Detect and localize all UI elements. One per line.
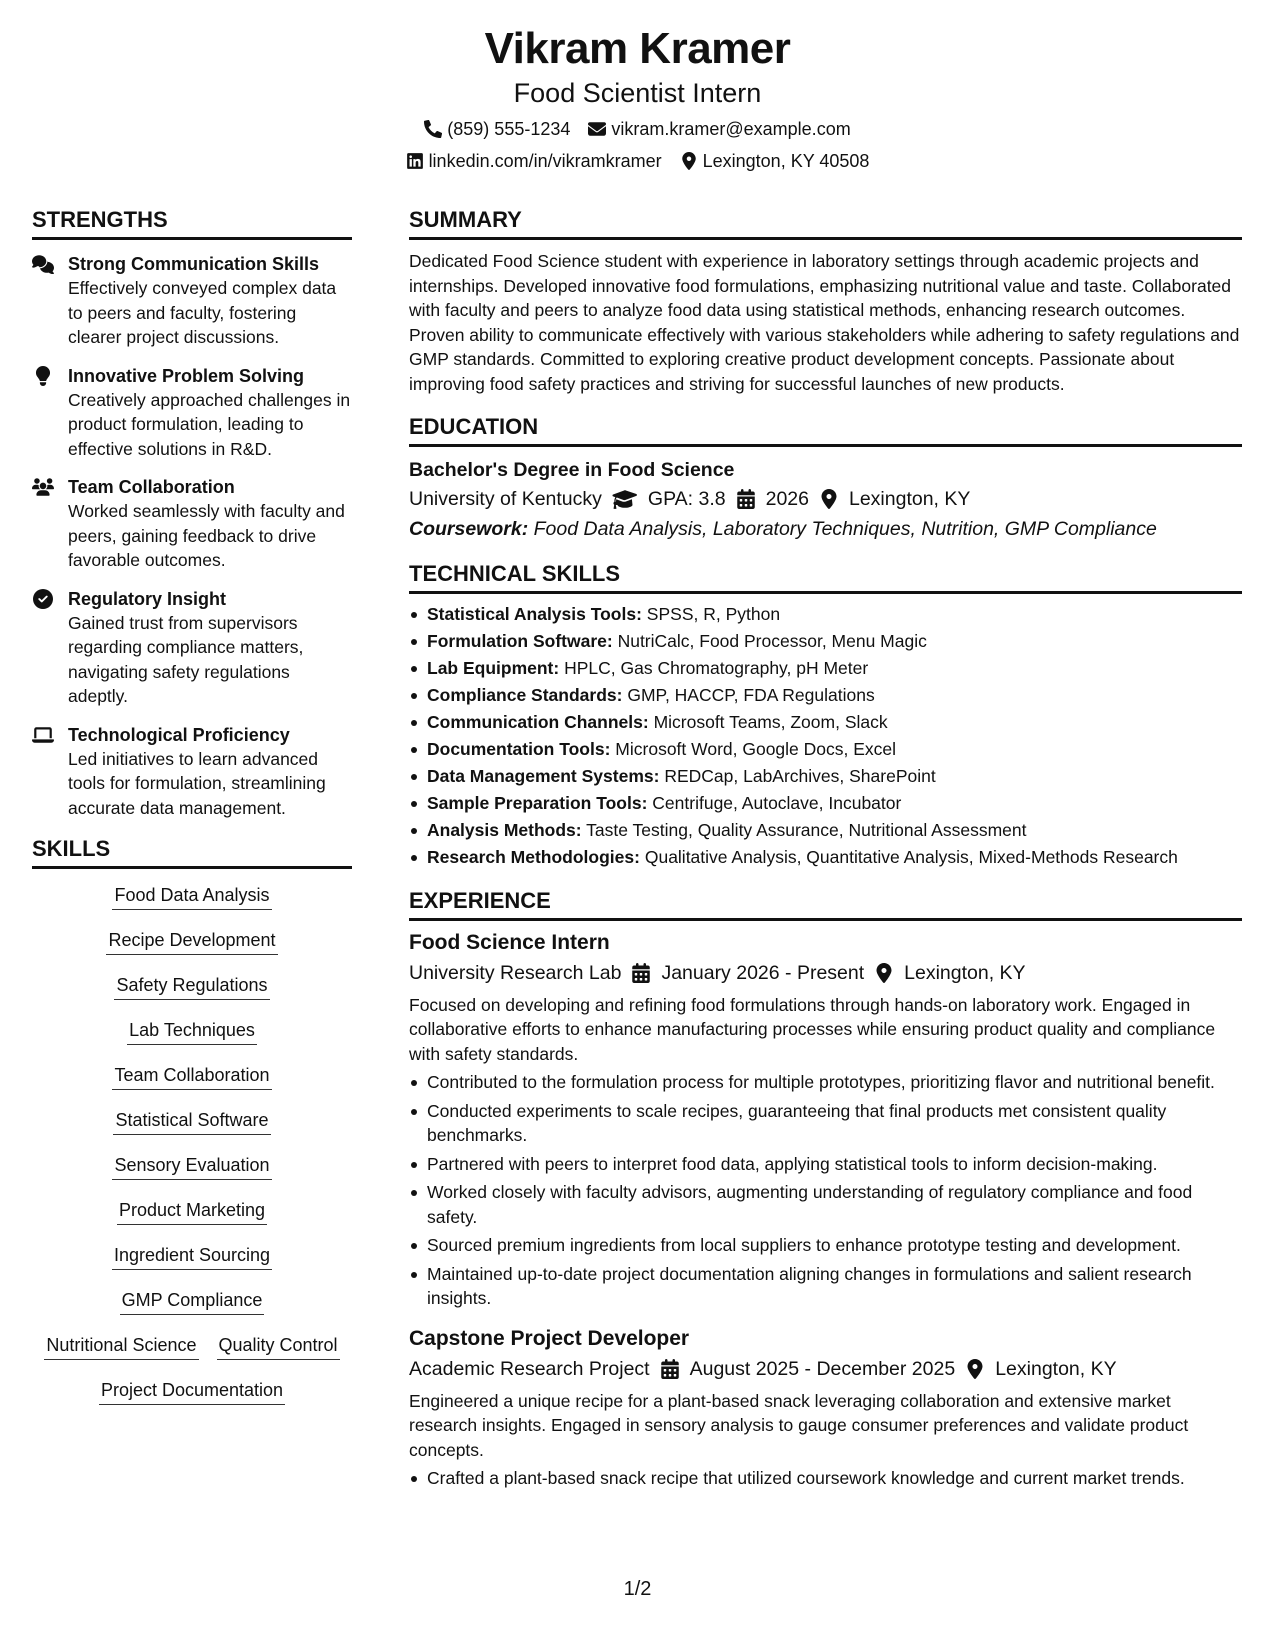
tech-skill-label: Documentation Tools:	[427, 739, 611, 759]
job-bullet: Worked closely with faculty advisors, augmenting understanding of regulatory compliance and food safety.	[409, 1180, 1242, 1229]
strengths-heading: STRENGTHS	[32, 205, 352, 240]
left-column	[32, 205, 352, 1423]
grad-year: 2026	[765, 488, 809, 510]
tech-skill-value: Microsoft Word, Google Docs, Excel	[615, 739, 897, 759]
tech-skill-label: Statistical Analysis Tools:	[427, 604, 642, 624]
strength-item	[32, 475, 352, 573]
contact-phone	[424, 116, 570, 142]
job-description: Focused on developing and refining food formulations through hands-on laboratory work. Engaged in collaborative efforts to enhance manufacturing processes while ensuring product quality and compliance with safety standards.	[409, 994, 1216, 1064]
job-org: University Research Lab	[409, 961, 622, 984]
comments-icon	[32, 252, 56, 350]
skill-tag: Team Collaboration	[112, 1063, 271, 1090]
strength-desc: Gained trust from supervisors regarding compliance matters, navigating safety regulations adeptly.	[68, 612, 304, 706]
strength-desc: Creatively approached challenges in product formulation, leading to effective solutions in R&D.	[68, 389, 351, 459]
tech-skill-item	[409, 764, 1242, 789]
skill-tag: Ingredient Sourcing	[112, 1243, 272, 1270]
job-bullet: Crafted a plant-based snack recipe that utilized coursework knowledge and current market trends.	[409, 1466, 1242, 1491]
phone-icon	[424, 120, 442, 138]
contact-row-2	[0, 148, 1275, 174]
candidate-name: Vikram Kramer	[484, 24, 791, 73]
education-heading: EDUCATION	[409, 412, 1242, 447]
job-dates: January 2026 - Present	[661, 961, 865, 984]
experience-heading: EXPERIENCE	[409, 886, 1242, 921]
tech-skill-label: Sample Preparation Tools:	[427, 793, 648, 813]
skill-tag: Project Documentation	[99, 1378, 285, 1405]
skill-tag: Sensory Evaluation	[112, 1153, 271, 1180]
summary-heading: SUMMARY	[409, 205, 1242, 240]
contact-linkedin[interactable]	[406, 148, 662, 174]
technical-skills-section	[409, 559, 1242, 870]
map-marker-icon	[819, 489, 839, 509]
gpa-text: GPA: 3.8	[647, 488, 726, 510]
tech-skill-label: Formulation Software:	[427, 631, 613, 651]
job-location: Lexington, KY	[995, 1357, 1117, 1380]
contact-email[interactable]	[588, 116, 850, 142]
graduation-cap-icon	[612, 489, 638, 509]
skill-tag: Recipe Development	[106, 928, 277, 955]
tech-skill-value: Microsoft Teams, Zoom, Slack	[653, 712, 888, 732]
skills-list	[32, 883, 352, 1423]
tech-skill-item	[409, 737, 1242, 762]
job-description: Engineered a unique recipe for a plant-based snack leveraging collaboration and extensive market research insights. Engaged in sensory analysis to gauge consumer preferences and validate product concepts.	[409, 1390, 1189, 1460]
skills-section	[32, 834, 352, 1423]
strength-desc: Led initiatives to learn advanced tools for formulation, streamlining accurate data management.	[68, 748, 326, 818]
job-bullet: Sourced premium ingredients from local suppliers to enhance prototype testing and development.	[409, 1233, 1242, 1258]
contact-location	[680, 148, 870, 174]
job-bullets	[409, 1466, 1242, 1491]
school-location: Lexington, KY	[848, 488, 971, 510]
coursework-label: Coursework:	[409, 518, 529, 540]
email-text[interactable]: vikram.kramer@example.com	[611, 119, 851, 139]
job-title: Food Science Intern	[409, 930, 610, 954]
job-bullet: Maintained up-to-date project documentation aligning changes in formulations and salient research insights.	[409, 1262, 1242, 1311]
job-location: Lexington, KY	[904, 961, 1026, 984]
job-bullet: Conducted experiments to scale recipes, guaranteeing that final products met consistent quality benchmarks.	[409, 1099, 1242, 1148]
strength-title: Team Collaboration	[68, 477, 235, 497]
map-marker-icon	[874, 963, 894, 983]
skills-heading: SKILLS	[32, 834, 352, 869]
tech-skill-value: Centrifuge, Autoclave, Incubator	[652, 793, 902, 813]
skill-tag: Food Data Analysis	[112, 883, 271, 910]
experience-entry	[409, 1325, 1242, 1491]
skill-tag: Quality Control	[217, 1333, 340, 1360]
experience-section	[409, 886, 1242, 1491]
tech-skill-label: Data Management Systems:	[427, 766, 660, 786]
tech-skill-value: NutriCalc, Food Processor, Menu Magic	[617, 631, 927, 651]
contact-row-1	[0, 116, 1275, 142]
calendar-icon	[631, 963, 651, 983]
linkedin-icon	[406, 152, 424, 170]
check-circle-icon	[32, 587, 56, 709]
resume-header	[0, 22, 1275, 174]
strength-item	[32, 364, 352, 462]
tech-skill-label: Lab Equipment:	[427, 658, 560, 678]
tech-skill-label: Analysis Methods:	[427, 820, 582, 840]
job-bullet: Partnered with peers to interpret food data, applying statistical tools to inform decision-making.	[409, 1152, 1242, 1177]
map-marker-icon	[965, 1359, 985, 1379]
school-name: University of Kentucky	[409, 488, 602, 510]
tech-skill-value: SPSS, R, Python	[646, 604, 781, 624]
job-title: Capstone Project Developer	[409, 1326, 690, 1350]
tech-skill-item	[409, 629, 1242, 654]
strength-desc: Effectively conveyed complex data to peers and faculty, fostering clearer project discussions.	[68, 278, 337, 347]
right-column	[409, 205, 1242, 1495]
tech-skill-item	[409, 791, 1242, 816]
summary-section	[409, 205, 1242, 396]
strength-desc: Worked seamlessly with faculty and peers, gaining feedback to drive favorable outcomes.	[68, 501, 345, 570]
strength-title: Regulatory Insight	[68, 588, 227, 609]
page-number: 1/2	[623, 1578, 652, 1600]
tech-skill-item	[409, 656, 1242, 681]
skill-tag: GMP Compliance	[120, 1288, 265, 1315]
skill-tag: Product Marketing	[117, 1198, 267, 1225]
calendar-icon	[660, 1359, 680, 1379]
tech-skill-value: GMP, HACCP, FDA Regulations	[627, 685, 875, 705]
calendar-icon	[736, 489, 756, 509]
job-bullet: Contributed to the formulation process for multiple prototypes, prioritizing flavor and nutritional benefit.	[409, 1070, 1242, 1095]
skill-tag: Lab Techniques	[127, 1018, 257, 1045]
linkedin-text[interactable]: linkedin.com/in/vikramkramer	[428, 151, 662, 171]
strength-title: Strong Communication Skills	[68, 254, 320, 274]
summary-text: Dedicated Food Science student with experience in laboratory settings through academic projects and internships. Developed innovative food formulations, emphasizing nutritional value and taste. Collaborated with faculty and peers to analyze food data using statistical methods, enhancing research outcomes. Proven ability to communicate effectively with various stakeholders while adhering to safety regulations and GMP standards. Committed to exploring creative product development concepts. Passionate about improving food safety practices and striving for successful launches of new products.	[409, 251, 1240, 394]
job-org: Academic Research Project	[409, 1357, 650, 1380]
tech-skill-item	[409, 683, 1242, 708]
job-dates: August 2025 - December 2025	[689, 1357, 956, 1380]
strengths-list	[32, 252, 352, 820]
tech-skill-value: Qualitative Analysis, Quantitative Analysis, Mixed-Methods Research	[644, 847, 1178, 867]
technical-skills-heading: TECHNICAL SKILLS	[409, 559, 1242, 594]
tech-skill-item	[409, 602, 1242, 627]
tech-skill-value: Taste Testing, Quality Assurance, Nutritional Assessment	[586, 820, 1027, 840]
envelope-icon	[588, 120, 606, 138]
users-icon	[32, 475, 56, 573]
strength-item	[32, 252, 352, 350]
coursework	[409, 515, 1242, 543]
tech-skill-item	[409, 845, 1242, 870]
strength-title: Technological Proficiency	[68, 724, 290, 745]
strength-item	[32, 723, 352, 821]
candidate-title: Food Scientist Intern	[513, 78, 762, 108]
tech-skill-value: HPLC, Gas Chromatography, pH Meter	[564, 658, 869, 678]
experience-entry	[409, 929, 1242, 1311]
tech-skill-item	[409, 710, 1242, 735]
lightbulb-icon	[32, 364, 56, 462]
strength-item	[32, 587, 352, 709]
tech-skill-label: Communication Channels:	[427, 712, 649, 732]
technical-skills-list	[409, 602, 1242, 870]
tech-skill-item	[409, 818, 1242, 843]
phone-text: (859) 555-1234	[447, 119, 571, 139]
strengths-section	[32, 205, 352, 820]
degree-title: Bachelor's Degree in Food Science	[409, 459, 735, 481]
map-marker-icon	[680, 152, 698, 170]
tech-skill-label: Compliance Standards:	[427, 685, 623, 705]
strength-title: Innovative Problem Solving	[68, 365, 305, 386]
education-section	[409, 412, 1242, 543]
job-bullets	[409, 1070, 1242, 1311]
coursework-text: Food Data Analysis, Laboratory Techniques, Nutrition, GMP Compliance	[533, 518, 1157, 540]
skill-tag: Safety Regulations	[114, 973, 269, 1000]
skill-tag: Nutritional Science	[44, 1333, 198, 1360]
skill-tag: Statistical Software	[113, 1108, 270, 1135]
tech-skill-value: REDCap, LabArchives, SharePoint	[664, 766, 936, 786]
job-meta	[409, 1355, 1242, 1383]
location-text: Lexington, KY 40508	[702, 151, 870, 171]
tech-skill-label: Research Methodologies:	[427, 847, 640, 867]
job-meta	[409, 959, 1242, 987]
education-meta	[409, 485, 1242, 513]
laptop-icon	[32, 723, 56, 821]
